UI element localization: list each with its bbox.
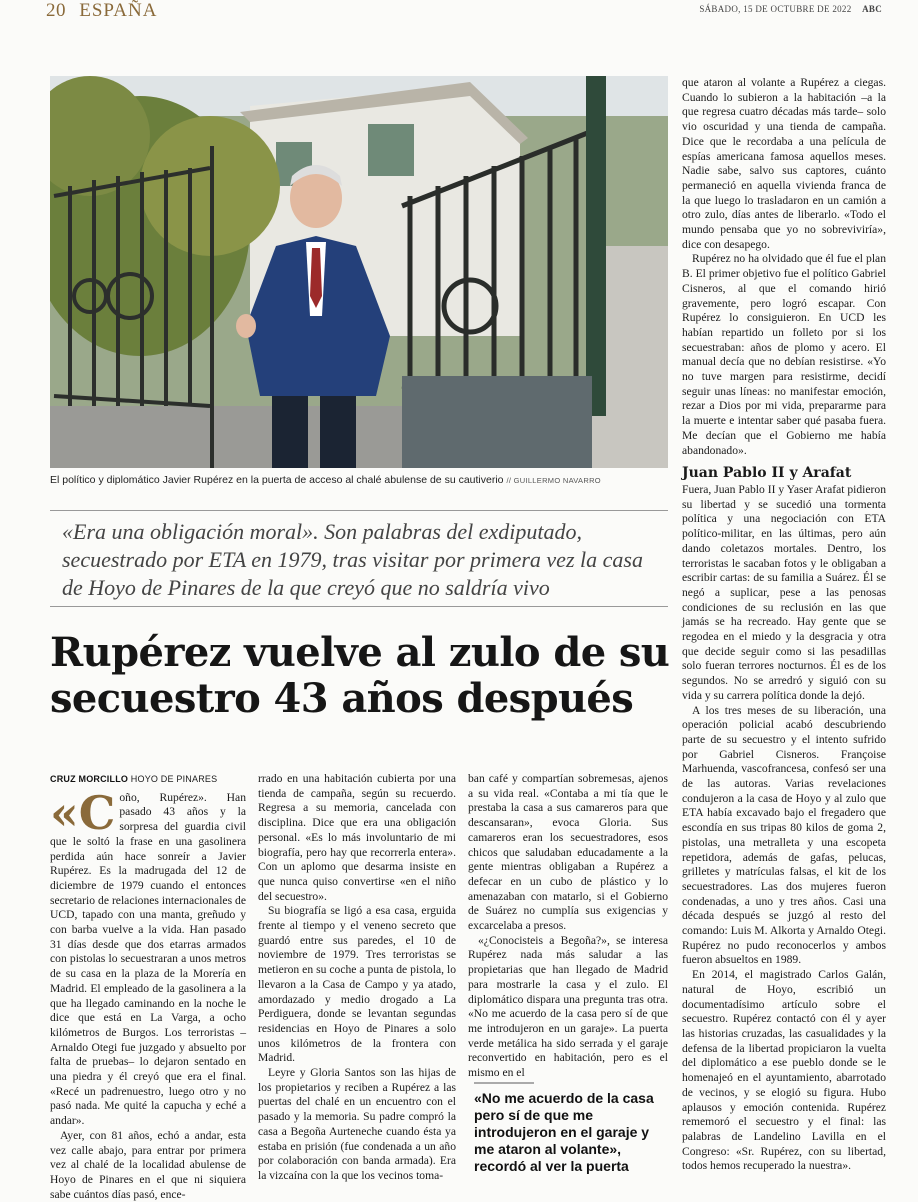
caption-text: El político y diplomático Javier Rupérez en la puerta de acceso al chalé abulense de su cautiverio	[50, 474, 504, 486]
pull-quote-text: «No me acuerdo de la casa pero sí de que me introdujeron en el garaje y me ataron al volante», recordó al ver la puerta	[474, 1090, 654, 1174]
page-number: 20	[46, 0, 66, 21]
subhead: Juan Pablo II y Arafat	[682, 465, 852, 482]
paragraph: rrado en una habitación cubierta por una tienda de campaña, según su recuerdo. Regresa a su memoria, cancelada con disciplina. Dice que era una obligación personal. «Es lo más involuntario de mi biografía, pero hay que recorrerla entera». Con un aplomo que desarma insiste en que nunca quiso convertirse «en el niño del secuestro».	[258, 772, 456, 903]
paragraph: Leyre y Gloria Santos son las hijas de los propietarios y reciben a Rupérez a las puertas del chalé en un encuentro con el pasado y la memoria. Su padre compró la casa a Begoña Aurteneche cuando ésta ya estaba en prisión (fue condenada a un año por colaboración con banda armada). Era la vizcaína con la que los vecinos toma-	[258, 1066, 456, 1182]
column-2	[258, 772, 456, 1184]
paper-name: ABC	[862, 4, 882, 14]
divider-top	[50, 510, 668, 511]
paragraph: Fuera, Juan Pablo II y Yaser Arafat pidieron su libertad y se sucedió una tormenta política y una negociación con ETA político-militar, en las últimas, pero aún dando coletazos mortales. Dentro, los terroristas le sacaban fotos y le obligaban a escribir cartas: de su familia a Suárez. Él se negó a suplicar, pese a las penosas condiciones de su reclusión en las que jamás se ha recreado. Hay gente que se regodea en el miedo y la desgracia y otra que decide seguir como si las pesadillas solo fueran terrores nocturnos. Él es de los segundos. No se arredró y siguió con su vida y su carrera política donde la dejó.	[682, 482, 886, 702]
paragraph: A los tres meses de su liberación, una operación policial acabó descubriendo parte de su secuestro y el intento sufrido por Gabriel Cisneros. Françoise Marhuenda, vascofrancesa, confesó ser una de las autoras. Varias revelaciones condujeron a la casa de Hoyo y al zulo que ETA había excavado bajo el fregadero que escondía en sus tripas 80 kilos de goma 2, pistolas, una metralleta y una escopeta repetidora, además de gafas, pelucas, grilletes y matrículas falsas, el kit de los secuestradores. Las dos mujeres fueron condenadas, a uno y tres años. Casi una década después se juzgó al resto del comando: Luis M. Alkorta y Arnaldo Otegi. Rupérez no pudo reconocerlos y ambos fueron absueltos en 1989.	[682, 703, 886, 967]
page-header	[46, 0, 157, 22]
photo-caption	[50, 474, 670, 486]
headline: Rupérez vuelve al zulo de su secuestro 43 años después	[50, 629, 670, 722]
paragraph: «¿Conocisteis a Begoña?», se interesa Rupérez nada más saludar a las propietarias que han llegado de Madrid para mostrarle la casa y el zulo. El diplomático dispara una pregunta tras otra. «No me acuerdo de la casa pero sí de que me introdujeron en un garaje». La puerta verde metálica ha sido serrada y el garaje reconvertido en habitación, pero es el mismo en el	[468, 933, 668, 1080]
drop-cap: «C	[50, 785, 116, 840]
paragraph: Rupérez no ha olvidado que él fue el plan B. El primer objetivo fue el político Gabriel Cisneros, al que el comando hirió gravemente, pero logró escapar. Con Rupérez lo consiguieron. En UCD les habían repartido un folleto por si los secuestraban: años de plomo y acero. El manual decía que no debían resistirse. «Yo no tuve margen para resistirme, decidí seguir unas líneas: no manifestar emoción, rezar a Dios por mi vida, prepararme para la muerte e intentar saber qué pasaba fuera. Me decían que el Gobierno me había abandonado».	[682, 252, 886, 457]
paragraph: que ataron al volante a Rupérez a ciegas. Cuando lo subieron a la habitación –a la que regresa cuatro décadas más tarde– solo vio oscuridad y una tienda de campaña. Dice que le recordaba a una película de espías americana famosa aquellos meses. Nadie sabe, salvo sus captores, cuánto permaneció en aquella vivienda franca de la que luego lo trasladaron en un camión a otro zulo, días antes de liberarlo. «Todo el mundo pensaba que yo no sobreviviría», dice con desapego.	[682, 76, 886, 251]
column-1	[50, 772, 246, 1202]
paragraph: En 2014, el magistrado Carlos Galán, natural de Hoyo, escribió un documentadísimo artículo sobre el secuestro. Rupérez contactó con él y ayer las historias cruzadas, las casualidades y la defensa de la libertad propiciaron la vuelta del diplomático a ese pueblo donde se le homenajeó en el ayuntamiento, abarrotado de vecinos, y se elogió su figura. Hubo aplausos y emoción contenida. Rupérez rememoró el secuestro y el final: las palabras de Landelino Lavilla en el Congreso: «Sr. Rupérez, con su libertad, todos hemos recuperado la nuestra».	[682, 968, 886, 1173]
column-3	[468, 772, 668, 1081]
paragraph: oño, Rupérez». Han pasado 43 años y la sorpresa del guardia civil que le soltó la frase en una gasolinera perdida aún hace sonreír a Javier Rupérez. Es la madrugada del 12 de diciembre de 1979 cuando el entonces secretario de relaciones internacionales de UCD, tapado con una manta, greñudo y con barba vuelve a la vida. Han pasado 31 días desde que dos etarras armados con pistolas lo secuestraran a unos metros de su casa en la plaza de la Morería en Madrid. El empleado de la gasolinera a la que ha llegado caminando en la noche le dice que está en La Varga, a ocho kilómetros de Burgos. Los terroristas –Arnaldo Otegi fue juzgado y absuelto por falta de pruebas– lo dejaron sentado en una piedra y él creyó que era el final. «Recé un padrenuestro, luego otro y no pasó nada. Me quité la capucha y eché a andar».	[50, 790, 246, 1128]
paragraph: Ayer, con 81 años, echó a andar, esta vez calle abajo, para entrar por primera vez al chalé de la localidad abulense de Hoyo de Pinares en el que ni siquiera sabe cuántos días pasó, ence-	[50, 1128, 246, 1201]
section-name: ESPAÑA	[79, 0, 158, 21]
byline	[50, 772, 246, 787]
column-4	[682, 76, 886, 1174]
article-photo	[50, 76, 668, 468]
photo-credit: // GUILLERMO NAVARRO	[506, 476, 601, 485]
standfirst: «Era una obligación moral». Son palabras del exdiputado, secuestrado por ETA en 1979, tras visitar por primera vez la casa de Hoyo de Pinares de la que creyó que no saldría vivo	[62, 519, 643, 600]
paragraph: ban café y compartían sobremesas, ajenos a su vida real. «Contaba a mi tía que le prestaba la casa a sus camareros para que descansaran», evoca Gloria. Sus camareros eran los secuestradores, esos chicos que saludaban educadamente a la gente mientras obligaban a Rupérez a defecar en un cubo de plástico y lo amenazaban con matarlo, si el Gobierno de Suárez no cumplía sus exigencias y excarcelaba a presos.	[468, 772, 668, 933]
pull-quote-rule	[474, 1082, 534, 1084]
dateline	[699, 4, 882, 14]
paragraph: Su biografía se ligó a esa casa, erguida frente al tiempo y el veneno secreto que guardó entre sus paredes, el 10 de noviembre de 1979. Tres terroristas se metieron en su coche a punta de pistola, lo llevaron a la Casa de Campo y ya atado, amordazado y medio drogado a La Perdiguera, donde se levantan segundas residencias en Hoyo de Pinares a solo unos kilómetros de la frontera con Madrid.	[258, 904, 456, 1065]
divider-bottom	[50, 606, 668, 607]
author: CRUZ MORCILLO	[50, 774, 129, 784]
photo-illustration	[50, 76, 668, 468]
issue-date: SÁBADO, 15 DE OCTUBRE DE 2022	[699, 4, 852, 14]
pull-quote	[474, 1082, 670, 1175]
dateline-place: HOYO DE PINARES	[130, 774, 218, 784]
